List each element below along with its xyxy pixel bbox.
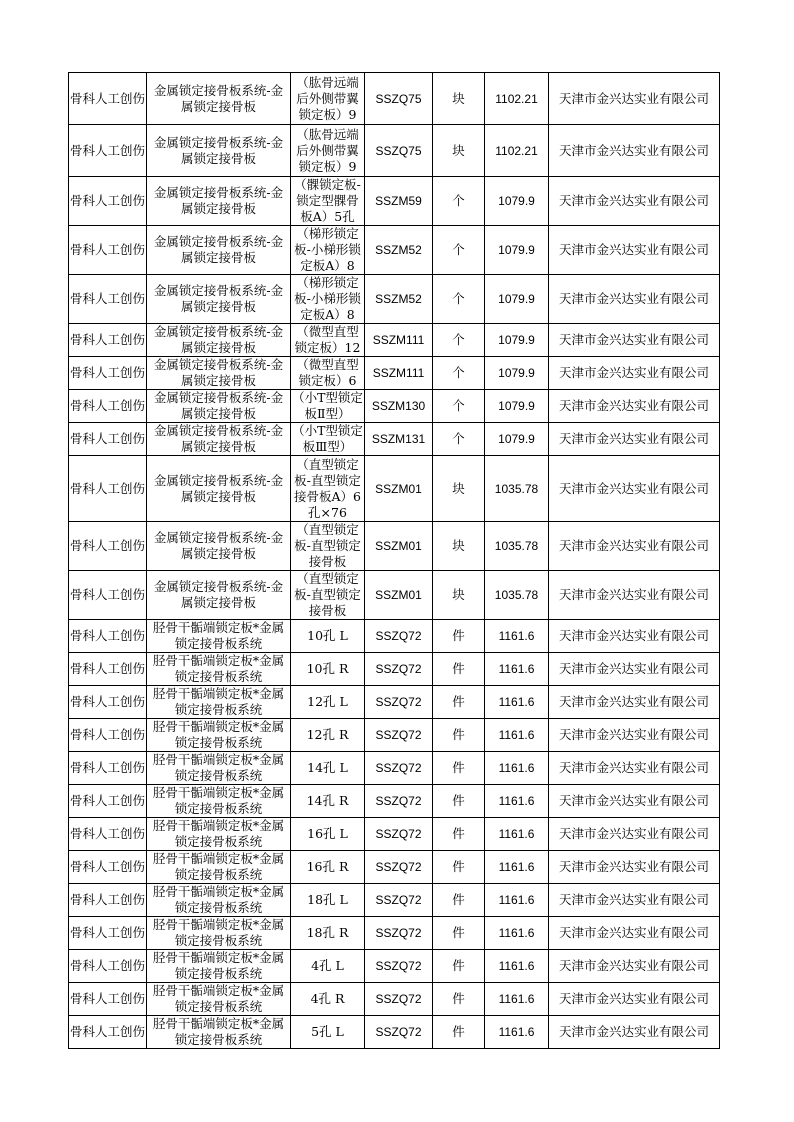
cell-system: 胫骨干骺端锁定板*金属锁定接骨板系统 [147,818,291,851]
cell-unit: 件 [433,653,485,686]
cell-unit: 个 [433,390,485,423]
cell-code: SSZM01 [365,456,433,522]
table-row [69,818,720,851]
cell-spec: 18孔 L [291,884,365,917]
cell-category: 骨科人工创伤 [69,324,147,357]
cell-spec: （直型锁定板-直型锁定接骨板A）6孔×76 [291,456,365,522]
cell-system: 金属锁定接骨板系统-金属锁定接骨板 [147,177,291,226]
cell-price: 1035.78 [485,456,549,522]
cell-company: 天津市金兴达实业有限公司 [549,719,720,752]
cell-category: 骨科人工创伤 [69,719,147,752]
cell-code: SSZQ72 [365,653,433,686]
cell-price: 1035.78 [485,522,549,571]
cell-category: 骨科人工创伤 [69,818,147,851]
cell-code: SSZQ72 [365,950,433,983]
cell-system: 金属锁定接骨板系统-金属锁定接骨板 [147,571,291,620]
cell-price: 1079.9 [485,226,549,275]
table-row [69,357,720,390]
table-row [69,423,720,456]
cell-code: SSZM01 [365,522,433,571]
cell-category: 骨科人工创伤 [69,125,147,177]
cell-spec: 16孔 L [291,818,365,851]
cell-spec: 5孔 L [291,1016,365,1049]
cell-company: 天津市金兴达实业有限公司 [549,226,720,275]
cell-price: 1161.6 [485,653,549,686]
table-row [69,571,720,620]
cell-price: 1161.6 [485,884,549,917]
cell-price: 1161.6 [485,686,549,719]
cell-category: 骨科人工创伤 [69,571,147,620]
table-row [69,785,720,818]
cell-system: 胫骨干骺端锁定板*金属锁定接骨板系统 [147,1016,291,1049]
cell-spec: （肱骨远端后外侧带翼锁定板）9 [291,73,365,125]
cell-company: 天津市金兴达实业有限公司 [549,423,720,456]
cell-company: 天津市金兴达实业有限公司 [549,884,720,917]
table-row [69,522,720,571]
cell-category: 骨科人工创伤 [69,275,147,324]
cell-company: 天津市金兴达实业有限公司 [549,1016,720,1049]
cell-unit: 个 [433,275,485,324]
cell-unit: 件 [433,851,485,884]
table-row [69,275,720,324]
cell-company: 天津市金兴达实业有限公司 [549,785,720,818]
cell-price: 1079.9 [485,390,549,423]
cell-category: 骨科人工创伤 [69,1016,147,1049]
cell-price: 1161.6 [485,818,549,851]
cell-company: 天津市金兴达实业有限公司 [549,73,720,125]
cell-category: 骨科人工创伤 [69,686,147,719]
cell-code: SSZQ75 [365,73,433,125]
table-row [69,177,720,226]
table-row [69,653,720,686]
cell-system: 胫骨干骺端锁定板*金属锁定接骨板系统 [147,752,291,785]
cell-unit: 块 [433,571,485,620]
cell-category: 骨科人工创伤 [69,884,147,917]
cell-unit: 块 [433,456,485,522]
cell-code: SSZQ75 [365,125,433,177]
cell-company: 天津市金兴达实业有限公司 [549,571,720,620]
cell-code: SSZQ72 [365,884,433,917]
cell-spec: （小T型锁定板Ⅲ型） [292,423,363,454]
cell-category: 骨科人工创伤 [69,357,147,390]
cell-spec: （微型直型锁定板）12 [291,324,365,357]
cell-system: 胫骨干骺端锁定板*金属锁定接骨板系统 [147,620,291,653]
cell-spec: 10孔 R [291,653,365,686]
cell-system: 胫骨干骺端锁定板*金属锁定接骨板系统 [147,851,291,884]
cell-company: 天津市金兴达实业有限公司 [549,686,720,719]
cell-spec: （小T型锁定板Ⅱ型） [292,390,363,421]
cell-spec: 4孔 L [291,950,365,983]
cell-company: 天津市金兴达实业有限公司 [549,851,720,884]
cell-system: 胫骨干骺端锁定板*金属锁定接骨板系统 [147,686,291,719]
cell-system: 金属锁定接骨板系统-金属锁定接骨板 [147,456,291,522]
cell-system: 胫骨干骺端锁定板*金属锁定接骨板系统 [147,950,291,983]
cell-price: 1079.9 [485,177,549,226]
cell-code: SSZM52 [365,275,433,324]
table-row [69,917,720,950]
cell-company: 天津市金兴达实业有限公司 [549,818,720,851]
cell-unit: 个 [433,423,485,456]
cell-category: 骨科人工创伤 [69,73,147,125]
cell-system: 胫骨干骺端锁定板*金属锁定接骨板系统 [147,719,291,752]
cell-spec: 18孔 R [291,917,365,950]
cell-unit: 件 [433,752,485,785]
cell-company: 天津市金兴达实业有限公司 [549,275,720,324]
cell-unit: 件 [433,818,485,851]
cell-unit: 件 [433,983,485,1016]
cell-spec: （髁锁定板-锁定型髁骨板A）5孔 [291,177,365,226]
table-row [69,226,720,275]
cell-price: 1161.6 [485,983,549,1016]
table-row [69,851,720,884]
cell-unit: 块 [433,125,485,177]
table-row [69,884,720,917]
cell-code: SSZQ72 [365,752,433,785]
table-row [69,456,720,522]
cell-system: 金属锁定接骨板系统-金属锁定接骨板 [147,357,291,390]
table-row [69,73,720,125]
cell-company: 天津市金兴达实业有限公司 [549,456,720,522]
cell-price: 1079.9 [485,324,549,357]
cell-company: 天津市金兴达实业有限公司 [549,752,720,785]
cell-code: SSZM52 [365,226,433,275]
table-row [69,719,720,752]
cell-system: 胫骨干骺端锁定板*金属锁定接骨板系统 [147,653,291,686]
cell-code: SSZM59 [365,177,433,226]
cell-category: 骨科人工创伤 [69,456,147,522]
cell-code: SSZM130 [365,390,433,423]
cell-spec: （直型锁定板-直型锁定接骨板 [291,571,365,620]
cell-category: 骨科人工创伤 [69,423,147,456]
cell-price: 1035.78 [485,571,549,620]
cell-spec: （梯形锁定板-小梯形锁定板A）8 [291,275,365,324]
table-body [69,73,720,1049]
table-row [69,983,720,1016]
cell-price: 1161.6 [485,917,549,950]
cell-code: SSZQ72 [365,818,433,851]
cell-system: 金属锁定接骨板系统-金属锁定接骨板 [147,275,291,324]
cell-category: 骨科人工创伤 [69,785,147,818]
cell-system: 金属锁定接骨板系统-金属锁定接骨板 [147,324,291,357]
cell-system: 胫骨干骺端锁定板*金属锁定接骨板系统 [147,917,291,950]
cell-code: SSZQ72 [365,983,433,1016]
cell-unit: 块 [433,522,485,571]
cell-company: 天津市金兴达实业有限公司 [549,983,720,1016]
cell-unit: 件 [433,950,485,983]
cell-spec: 16孔 R [291,851,365,884]
cell-company: 天津市金兴达实业有限公司 [549,357,720,390]
cell-category: 骨科人工创伤 [69,851,147,884]
cell-code: SSZQ72 [365,785,433,818]
table-row [69,950,720,983]
cell-company: 天津市金兴达实业有限公司 [549,177,720,226]
cell-code: SSZM111 [365,324,433,357]
cell-category: 骨科人工创伤 [69,226,147,275]
cell-unit: 件 [433,917,485,950]
cell-company: 天津市金兴达实业有限公司 [549,125,720,177]
cell-system: 胫骨干骺端锁定板*金属锁定接骨板系统 [147,884,291,917]
cell-category: 骨科人工创伤 [69,177,147,226]
cell-spec: 14孔 R [291,785,365,818]
cell-company: 天津市金兴达实业有限公司 [549,620,720,653]
cell-spec: 4孔 R [291,983,365,1016]
cell-price: 1161.6 [485,620,549,653]
cell-system: 胫骨干骺端锁定板*金属锁定接骨板系统 [147,785,291,818]
cell-price: 1161.6 [485,950,549,983]
cell-price: 1102.21 [485,73,549,125]
cell-system: 金属锁定接骨板系统-金属锁定接骨板 [147,226,291,275]
price-table [68,72,720,1049]
cell-price: 1161.6 [485,851,549,884]
cell-spec: 14孔 L [291,752,365,785]
table-row [69,390,720,423]
cell-code: SSZM131 [365,423,433,456]
cell-category: 骨科人工创伤 [69,950,147,983]
cell-unit: 件 [433,686,485,719]
cell-system: 胫骨干骺端锁定板*金属锁定接骨板系统 [147,983,291,1016]
table-row [69,752,720,785]
cell-category: 骨科人工创伤 [69,522,147,571]
cell-unit: 个 [433,357,485,390]
cell-price: 1079.9 [485,423,549,456]
table-row [69,620,720,653]
cell-unit: 个 [433,177,485,226]
cell-category: 骨科人工创伤 [69,917,147,950]
cell-system: 金属锁定接骨板系统-金属锁定接骨板 [147,423,291,456]
cell-unit: 件 [433,620,485,653]
table-row [69,686,720,719]
table-row [69,324,720,357]
cell-code: SSZQ72 [365,620,433,653]
cell-category: 骨科人工创伤 [69,983,147,1016]
cell-code: SSZQ72 [365,851,433,884]
cell-spec: （微型直型锁定板）6 [291,357,365,390]
cell-category: 骨科人工创伤 [69,620,147,653]
cell-price: 1102.21 [485,125,549,177]
cell-system: 金属锁定接骨板系统-金属锁定接骨板 [147,125,291,177]
table-row [69,125,720,177]
cell-unit: 个 [433,226,485,275]
cell-company: 天津市金兴达实业有限公司 [549,653,720,686]
cell-code: SSZQ72 [365,1016,433,1049]
cell-category: 骨科人工创伤 [69,752,147,785]
cell-company: 天津市金兴达实业有限公司 [549,324,720,357]
cell-spec: 10孔 L [291,620,365,653]
cell-spec: （肱骨远端后外侧带翼锁定板）9 [291,125,365,177]
cell-code: SSZM111 [365,357,433,390]
cell-code: SSZQ72 [365,917,433,950]
cell-unit: 件 [433,884,485,917]
cell-spec: 12孔 L [291,686,365,719]
cell-price: 1161.6 [485,719,549,752]
cell-code: SSZQ72 [365,719,433,752]
cell-category: 骨科人工创伤 [69,653,147,686]
table-row [69,1016,720,1049]
cell-spec: 12孔 R [291,719,365,752]
cell-company: 天津市金兴达实业有限公司 [549,522,720,571]
cell-price: 1161.6 [485,785,549,818]
cell-spec: （直型锁定板-直型锁定接骨板 [291,522,365,571]
cell-code: SSZQ72 [365,686,433,719]
cell-unit: 件 [433,785,485,818]
cell-code: SSZM01 [365,571,433,620]
cell-company: 天津市金兴达实业有限公司 [549,917,720,950]
cell-price: 1079.9 [485,275,549,324]
cell-price: 1079.9 [485,357,549,390]
cell-unit: 件 [433,719,485,752]
cell-spec: （梯形锁定板-小梯形锁定板A）8 [291,226,365,275]
cell-price: 1161.6 [485,1016,549,1049]
cell-category: 骨科人工创伤 [69,390,147,423]
cell-company: 天津市金兴达实业有限公司 [549,950,720,983]
cell-price: 1161.6 [485,752,549,785]
cell-system: 金属锁定接骨板系统-金属锁定接骨板 [147,73,291,125]
cell-unit: 个 [433,324,485,357]
cell-system: 金属锁定接骨板系统-金属锁定接骨板 [147,390,291,423]
cell-unit: 块 [433,73,485,125]
cell-system: 金属锁定接骨板系统-金属锁定接骨板 [147,522,291,571]
cell-unit: 件 [433,1016,485,1049]
cell-company: 天津市金兴达实业有限公司 [549,390,720,423]
